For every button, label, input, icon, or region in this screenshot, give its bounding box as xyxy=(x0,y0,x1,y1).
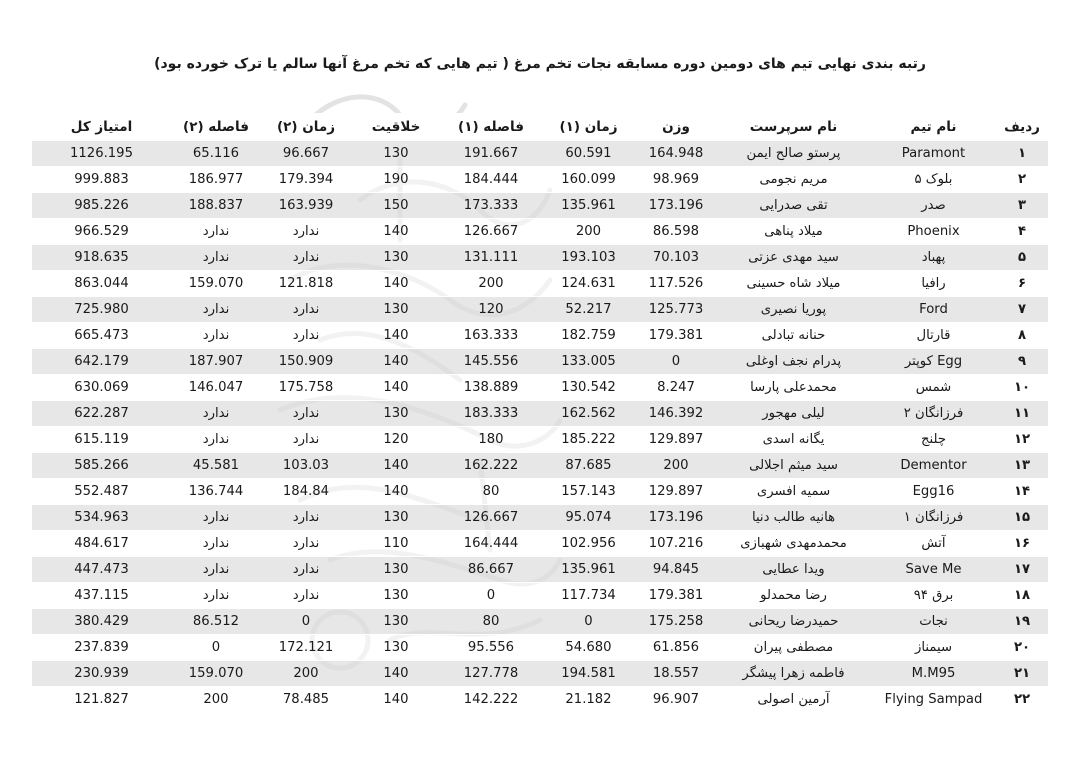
cell-creativity: 140 xyxy=(351,271,441,297)
cell-weight: 8.247 xyxy=(636,375,716,401)
cell-distance-1: 86.667 xyxy=(441,557,541,583)
cell-distance-1: 184.444 xyxy=(441,167,541,193)
cell-time-1: 200 xyxy=(541,219,636,245)
cell-creativity: 140 xyxy=(351,479,441,505)
cell-time-2: ندارد xyxy=(261,505,351,531)
cell-distance-1: 80 xyxy=(441,609,541,635)
cell-time-2: 78.485 xyxy=(261,687,351,713)
cell-distance-1: 95.556 xyxy=(441,635,541,661)
cell-team: شمس xyxy=(871,375,996,401)
cell-time-1: 117.734 xyxy=(541,583,636,609)
cell-team: قارتال xyxy=(871,323,996,349)
cell-creativity: 130 xyxy=(351,245,441,271)
cell-distance-2: 159.070 xyxy=(171,271,261,297)
table-row xyxy=(32,583,1048,609)
cell-distance-2: 136.744 xyxy=(171,479,261,505)
cell-weight: 70.103 xyxy=(636,245,716,271)
cell-total-score: 585.266 xyxy=(32,453,171,479)
cell-team: Egg کوپتر xyxy=(871,349,996,375)
cell-creativity: 190 xyxy=(351,167,441,193)
cell-time-1: 194.581 xyxy=(541,661,636,687)
cell-total-score: 1126.195 xyxy=(32,141,171,167)
cell-weight: 18.557 xyxy=(636,661,716,687)
cell-total-score: 230.939 xyxy=(32,661,171,687)
cell-team: Ford xyxy=(871,297,996,323)
cell-team: Dementor xyxy=(871,453,996,479)
cell-rank: ۲ xyxy=(996,167,1048,193)
cell-time-1: 95.074 xyxy=(541,505,636,531)
cell-rank: ۱۳ xyxy=(996,453,1048,479)
cell-distance-1: 191.667 xyxy=(441,141,541,167)
cell-team: پهباد xyxy=(871,245,996,271)
cell-time-2: 121.818 xyxy=(261,271,351,297)
col-header-weight: وزن xyxy=(636,113,716,141)
cell-distance-1: 127.778 xyxy=(441,661,541,687)
cell-distance-2: ندارد xyxy=(171,245,261,271)
cell-distance-2: ندارد xyxy=(171,219,261,245)
cell-weight: 86.598 xyxy=(636,219,716,245)
cell-rank: ۱۹ xyxy=(996,609,1048,635)
table-row xyxy=(32,453,1048,479)
cell-time-1: 52.217 xyxy=(541,297,636,323)
cell-supervisor: حمیدرضا ریحانی xyxy=(716,609,871,635)
cell-weight: 117.526 xyxy=(636,271,716,297)
cell-time-2: 200 xyxy=(261,661,351,687)
cell-time-1: 160.099 xyxy=(541,167,636,193)
cell-distance-1: 131.111 xyxy=(441,245,541,271)
cell-team: سیمناز xyxy=(871,635,996,661)
cell-weight: 173.196 xyxy=(636,505,716,531)
cell-rank: ۱۱ xyxy=(996,401,1048,427)
cell-team: چلنج xyxy=(871,427,996,453)
cell-total-score: 999.883 xyxy=(32,167,171,193)
cell-time-2: ندارد xyxy=(261,531,351,557)
cell-creativity: 130 xyxy=(351,505,441,531)
col-header-distance-1: فاصله (۱) xyxy=(441,113,541,141)
cell-creativity: 130 xyxy=(351,141,441,167)
table-row xyxy=(32,505,1048,531)
cell-weight: 96.907 xyxy=(636,687,716,713)
cell-time-1: 102.956 xyxy=(541,531,636,557)
cell-distance-1: 120 xyxy=(441,297,541,323)
cell-total-score: 484.617 xyxy=(32,531,171,557)
cell-distance-1: 180 xyxy=(441,427,541,453)
cell-distance-1: 142.222 xyxy=(441,687,541,713)
cell-distance-2: ندارد xyxy=(171,297,261,323)
cell-supervisor: پدرام نجف اوغلی xyxy=(716,349,871,375)
cell-time-1: 135.961 xyxy=(541,557,636,583)
cell-team: M.M95 xyxy=(871,661,996,687)
col-header-distance-2: فاصله (۲) xyxy=(171,113,261,141)
table-row xyxy=(32,427,1048,453)
cell-team: Paramont xyxy=(871,141,996,167)
table-row xyxy=(32,271,1048,297)
cell-time-1: 135.961 xyxy=(541,193,636,219)
cell-total-score: 630.069 xyxy=(32,375,171,401)
cell-distance-1: 200 xyxy=(441,271,541,297)
cell-rank: ۹ xyxy=(996,349,1048,375)
cell-time-1: 54.680 xyxy=(541,635,636,661)
cell-time-1: 162.562 xyxy=(541,401,636,427)
cell-creativity: 140 xyxy=(351,453,441,479)
cell-supervisor: حنانه تبادلی xyxy=(716,323,871,349)
cell-time-2: ندارد xyxy=(261,427,351,453)
cell-rank: ۱ xyxy=(996,141,1048,167)
cell-creativity: 140 xyxy=(351,323,441,349)
cell-supervisor: پوریا نصیری xyxy=(716,297,871,323)
cell-rank: ۱۸ xyxy=(996,583,1048,609)
cell-weight: 129.897 xyxy=(636,479,716,505)
cell-time-2: 175.758 xyxy=(261,375,351,401)
cell-weight: 94.845 xyxy=(636,557,716,583)
cell-team: فرزانگان ۲ xyxy=(871,401,996,427)
cell-weight: 175.258 xyxy=(636,609,716,635)
cell-team: نجات xyxy=(871,609,996,635)
table-row xyxy=(32,661,1048,687)
table-row xyxy=(32,245,1048,271)
cell-total-score: 447.473 xyxy=(32,557,171,583)
cell-supervisor: سید میثم اجلالی xyxy=(716,453,871,479)
cell-creativity: 110 xyxy=(351,531,441,557)
table-row xyxy=(32,167,1048,193)
cell-creativity: 140 xyxy=(351,375,441,401)
cell-creativity: 130 xyxy=(351,297,441,323)
cell-time-2: ندارد xyxy=(261,557,351,583)
cell-distance-2: 187.907 xyxy=(171,349,261,375)
table-row xyxy=(32,323,1048,349)
cell-time-2: ندارد xyxy=(261,401,351,427)
cell-creativity: 140 xyxy=(351,349,441,375)
cell-time-1: 124.631 xyxy=(541,271,636,297)
cell-distance-2: 0 xyxy=(171,635,261,661)
cell-time-2: ندارد xyxy=(261,245,351,271)
cell-distance-1: 183.333 xyxy=(441,401,541,427)
cell-distance-2: 146.047 xyxy=(171,375,261,401)
cell-time-2: ندارد xyxy=(261,297,351,323)
cell-distance-2: ندارد xyxy=(171,323,261,349)
cell-weight: 129.897 xyxy=(636,427,716,453)
cell-supervisor: فاطمه زهرا پیشگر xyxy=(716,661,871,687)
cell-supervisor: یگانه اسدی xyxy=(716,427,871,453)
cell-distance-2: 200 xyxy=(171,687,261,713)
col-header-total-score: امتیاز کل xyxy=(32,113,171,141)
cell-time-2: 184.84 xyxy=(261,479,351,505)
cell-rank: ۱۴ xyxy=(996,479,1048,505)
cell-time-2: 96.667 xyxy=(261,141,351,167)
col-header-rank: ردیف xyxy=(996,113,1048,141)
cell-supervisor: سید مهدی عزتی xyxy=(716,245,871,271)
cell-rank: ۲۱ xyxy=(996,661,1048,687)
cell-rank: ۱۰ xyxy=(996,375,1048,401)
cell-creativity: 150 xyxy=(351,193,441,219)
cell-creativity: 130 xyxy=(351,635,441,661)
cell-supervisor: پرستو صالح ایمن xyxy=(716,141,871,167)
col-header-supervisor: نام سرپرست xyxy=(716,113,871,141)
cell-team: آتش xyxy=(871,531,996,557)
cell-distance-2: 186.977 xyxy=(171,167,261,193)
cell-supervisor: لیلی مهجور xyxy=(716,401,871,427)
cell-supervisor: میلاد پناهی xyxy=(716,219,871,245)
table-row xyxy=(32,557,1048,583)
table-row xyxy=(32,141,1048,167)
cell-time-2: ندارد xyxy=(261,219,351,245)
cell-distance-1: 173.333 xyxy=(441,193,541,219)
cell-supervisor: ویدا عطایی xyxy=(716,557,871,583)
cell-time-1: 133.005 xyxy=(541,349,636,375)
cell-distance-2: 45.581 xyxy=(171,453,261,479)
cell-creativity: 120 xyxy=(351,427,441,453)
cell-distance-2: 65.116 xyxy=(171,141,261,167)
cell-distance-1: 138.889 xyxy=(441,375,541,401)
table-row xyxy=(32,219,1048,245)
cell-team: رافیا xyxy=(871,271,996,297)
cell-total-score: 622.287 xyxy=(32,401,171,427)
col-header-time-2: زمان (۲) xyxy=(261,113,351,141)
cell-weight: 164.948 xyxy=(636,141,716,167)
cell-total-score: 552.487 xyxy=(32,479,171,505)
cell-total-score: 121.827 xyxy=(32,687,171,713)
cell-time-1: 0 xyxy=(541,609,636,635)
cell-supervisor: تقی صدرایی xyxy=(716,193,871,219)
col-header-team: نام تیم xyxy=(871,113,996,141)
cell-rank: ۳ xyxy=(996,193,1048,219)
cell-total-score: 534.963 xyxy=(32,505,171,531)
cell-time-1: 185.222 xyxy=(541,427,636,453)
cell-rank: ۱۵ xyxy=(996,505,1048,531)
table-row xyxy=(32,609,1048,635)
cell-distance-2: ندارد xyxy=(171,427,261,453)
cell-total-score: 985.226 xyxy=(32,193,171,219)
cell-weight: 125.773 xyxy=(636,297,716,323)
cell-total-score: 665.473 xyxy=(32,323,171,349)
table-row xyxy=(32,635,1048,661)
cell-time-2: ندارد xyxy=(261,583,351,609)
cell-distance-2: 86.512 xyxy=(171,609,261,635)
cell-weight: 61.856 xyxy=(636,635,716,661)
cell-distance-2: ندارد xyxy=(171,531,261,557)
cell-total-score: 237.839 xyxy=(32,635,171,661)
cell-total-score: 615.119 xyxy=(32,427,171,453)
cell-rank: ۸ xyxy=(996,323,1048,349)
cell-creativity: 130 xyxy=(351,583,441,609)
cell-team: Save Me xyxy=(871,557,996,583)
cell-total-score: 863.044 xyxy=(32,271,171,297)
cell-rank: ۱۷ xyxy=(996,557,1048,583)
cell-weight: 0 xyxy=(636,349,716,375)
cell-team: صدر xyxy=(871,193,996,219)
ranking-table xyxy=(32,113,1048,713)
cell-distance-2: ندارد xyxy=(171,401,261,427)
table-row xyxy=(32,349,1048,375)
cell-supervisor: مریم نجومی xyxy=(716,167,871,193)
cell-rank: ۵ xyxy=(996,245,1048,271)
cell-weight: 98.969 xyxy=(636,167,716,193)
cell-distance-1: 164.444 xyxy=(441,531,541,557)
table-row xyxy=(32,401,1048,427)
cell-distance-1: 145.556 xyxy=(441,349,541,375)
cell-distance-2: 188.837 xyxy=(171,193,261,219)
cell-distance-1: 80 xyxy=(441,479,541,505)
cell-total-score: 437.115 xyxy=(32,583,171,609)
cell-rank: ۶ xyxy=(996,271,1048,297)
cell-time-1: 157.143 xyxy=(541,479,636,505)
cell-creativity: 130 xyxy=(351,609,441,635)
cell-weight: 173.196 xyxy=(636,193,716,219)
cell-distance-1: 162.222 xyxy=(441,453,541,479)
cell-supervisor: آرمین اصولی xyxy=(716,687,871,713)
cell-distance-1: 126.667 xyxy=(441,219,541,245)
cell-rank: ۱۶ xyxy=(996,531,1048,557)
table-row xyxy=(32,375,1048,401)
cell-creativity: 140 xyxy=(351,687,441,713)
cell-weight: 107.216 xyxy=(636,531,716,557)
cell-time-1: 130.542 xyxy=(541,375,636,401)
cell-supervisor: سمیه افسری xyxy=(716,479,871,505)
cell-team: فرزانگان ۱ xyxy=(871,505,996,531)
cell-distance-2: ندارد xyxy=(171,505,261,531)
cell-rank: ۷ xyxy=(996,297,1048,323)
cell-team: برق ۹۴ xyxy=(871,583,996,609)
page-title: رتبه بندی نهایی تیم های دومین دوره مسابقه نجات تخم مرغ ( تیم هایی که تخم مرغ آنها سالم یا ترک خورده بود) xyxy=(154,56,926,72)
cell-distance-1: 163.333 xyxy=(441,323,541,349)
cell-supervisor: محمدمهدی شهبازی xyxy=(716,531,871,557)
cell-weight: 200 xyxy=(636,453,716,479)
cell-team: Egg16 xyxy=(871,479,996,505)
cell-time-1: 21.182 xyxy=(541,687,636,713)
table-header-row xyxy=(32,113,1048,141)
cell-distance-2: ندارد xyxy=(171,583,261,609)
cell-time-2: 103.03 xyxy=(261,453,351,479)
col-header-time-1: زمان (۱) xyxy=(541,113,636,141)
cell-distance-1: 0 xyxy=(441,583,541,609)
cell-weight: 179.381 xyxy=(636,323,716,349)
table-row xyxy=(32,479,1048,505)
cell-total-score: 642.179 xyxy=(32,349,171,375)
cell-team: بلوک ۵ xyxy=(871,167,996,193)
cell-time-2: 0 xyxy=(261,609,351,635)
cell-team: Phoenix xyxy=(871,219,996,245)
cell-time-1: 87.685 xyxy=(541,453,636,479)
cell-total-score: 966.529 xyxy=(32,219,171,245)
table-row xyxy=(32,193,1048,219)
cell-creativity: 140 xyxy=(351,661,441,687)
cell-creativity: 140 xyxy=(351,219,441,245)
cell-time-2: 150.909 xyxy=(261,349,351,375)
cell-rank: ۲۰ xyxy=(996,635,1048,661)
cell-creativity: 130 xyxy=(351,401,441,427)
cell-time-1: 182.759 xyxy=(541,323,636,349)
cell-rank: ۲۲ xyxy=(996,687,1048,713)
cell-distance-2: 159.070 xyxy=(171,661,261,687)
cell-time-1: 193.103 xyxy=(541,245,636,271)
cell-distance-2: ندارد xyxy=(171,557,261,583)
col-header-creativity: خلاقیت xyxy=(351,113,441,141)
cell-distance-1: 126.667 xyxy=(441,505,541,531)
cell-time-2: 179.394 xyxy=(261,167,351,193)
cell-total-score: 380.429 xyxy=(32,609,171,635)
cell-creativity: 130 xyxy=(351,557,441,583)
cell-time-2: ندارد xyxy=(261,323,351,349)
cell-time-2: 172.121 xyxy=(261,635,351,661)
cell-weight: 179.381 xyxy=(636,583,716,609)
table-row xyxy=(32,297,1048,323)
table-row xyxy=(32,531,1048,557)
cell-time-1: 60.591 xyxy=(541,141,636,167)
cell-rank: ۴ xyxy=(996,219,1048,245)
cell-supervisor: میلاد شاه حسینی xyxy=(716,271,871,297)
cell-supervisor: مصطفی پیران xyxy=(716,635,871,661)
cell-team: Flying Sampad xyxy=(871,687,996,713)
cell-rank: ۱۲ xyxy=(996,427,1048,453)
table-row xyxy=(32,687,1048,713)
cell-supervisor: رضا محمدلو xyxy=(716,583,871,609)
cell-total-score: 725.980 xyxy=(32,297,171,323)
cell-supervisor: محمدعلی پارسا xyxy=(716,375,871,401)
cell-total-score: 918.635 xyxy=(32,245,171,271)
cell-time-2: 163.939 xyxy=(261,193,351,219)
cell-weight: 146.392 xyxy=(636,401,716,427)
cell-supervisor: هانیه طالب دنیا xyxy=(716,505,871,531)
